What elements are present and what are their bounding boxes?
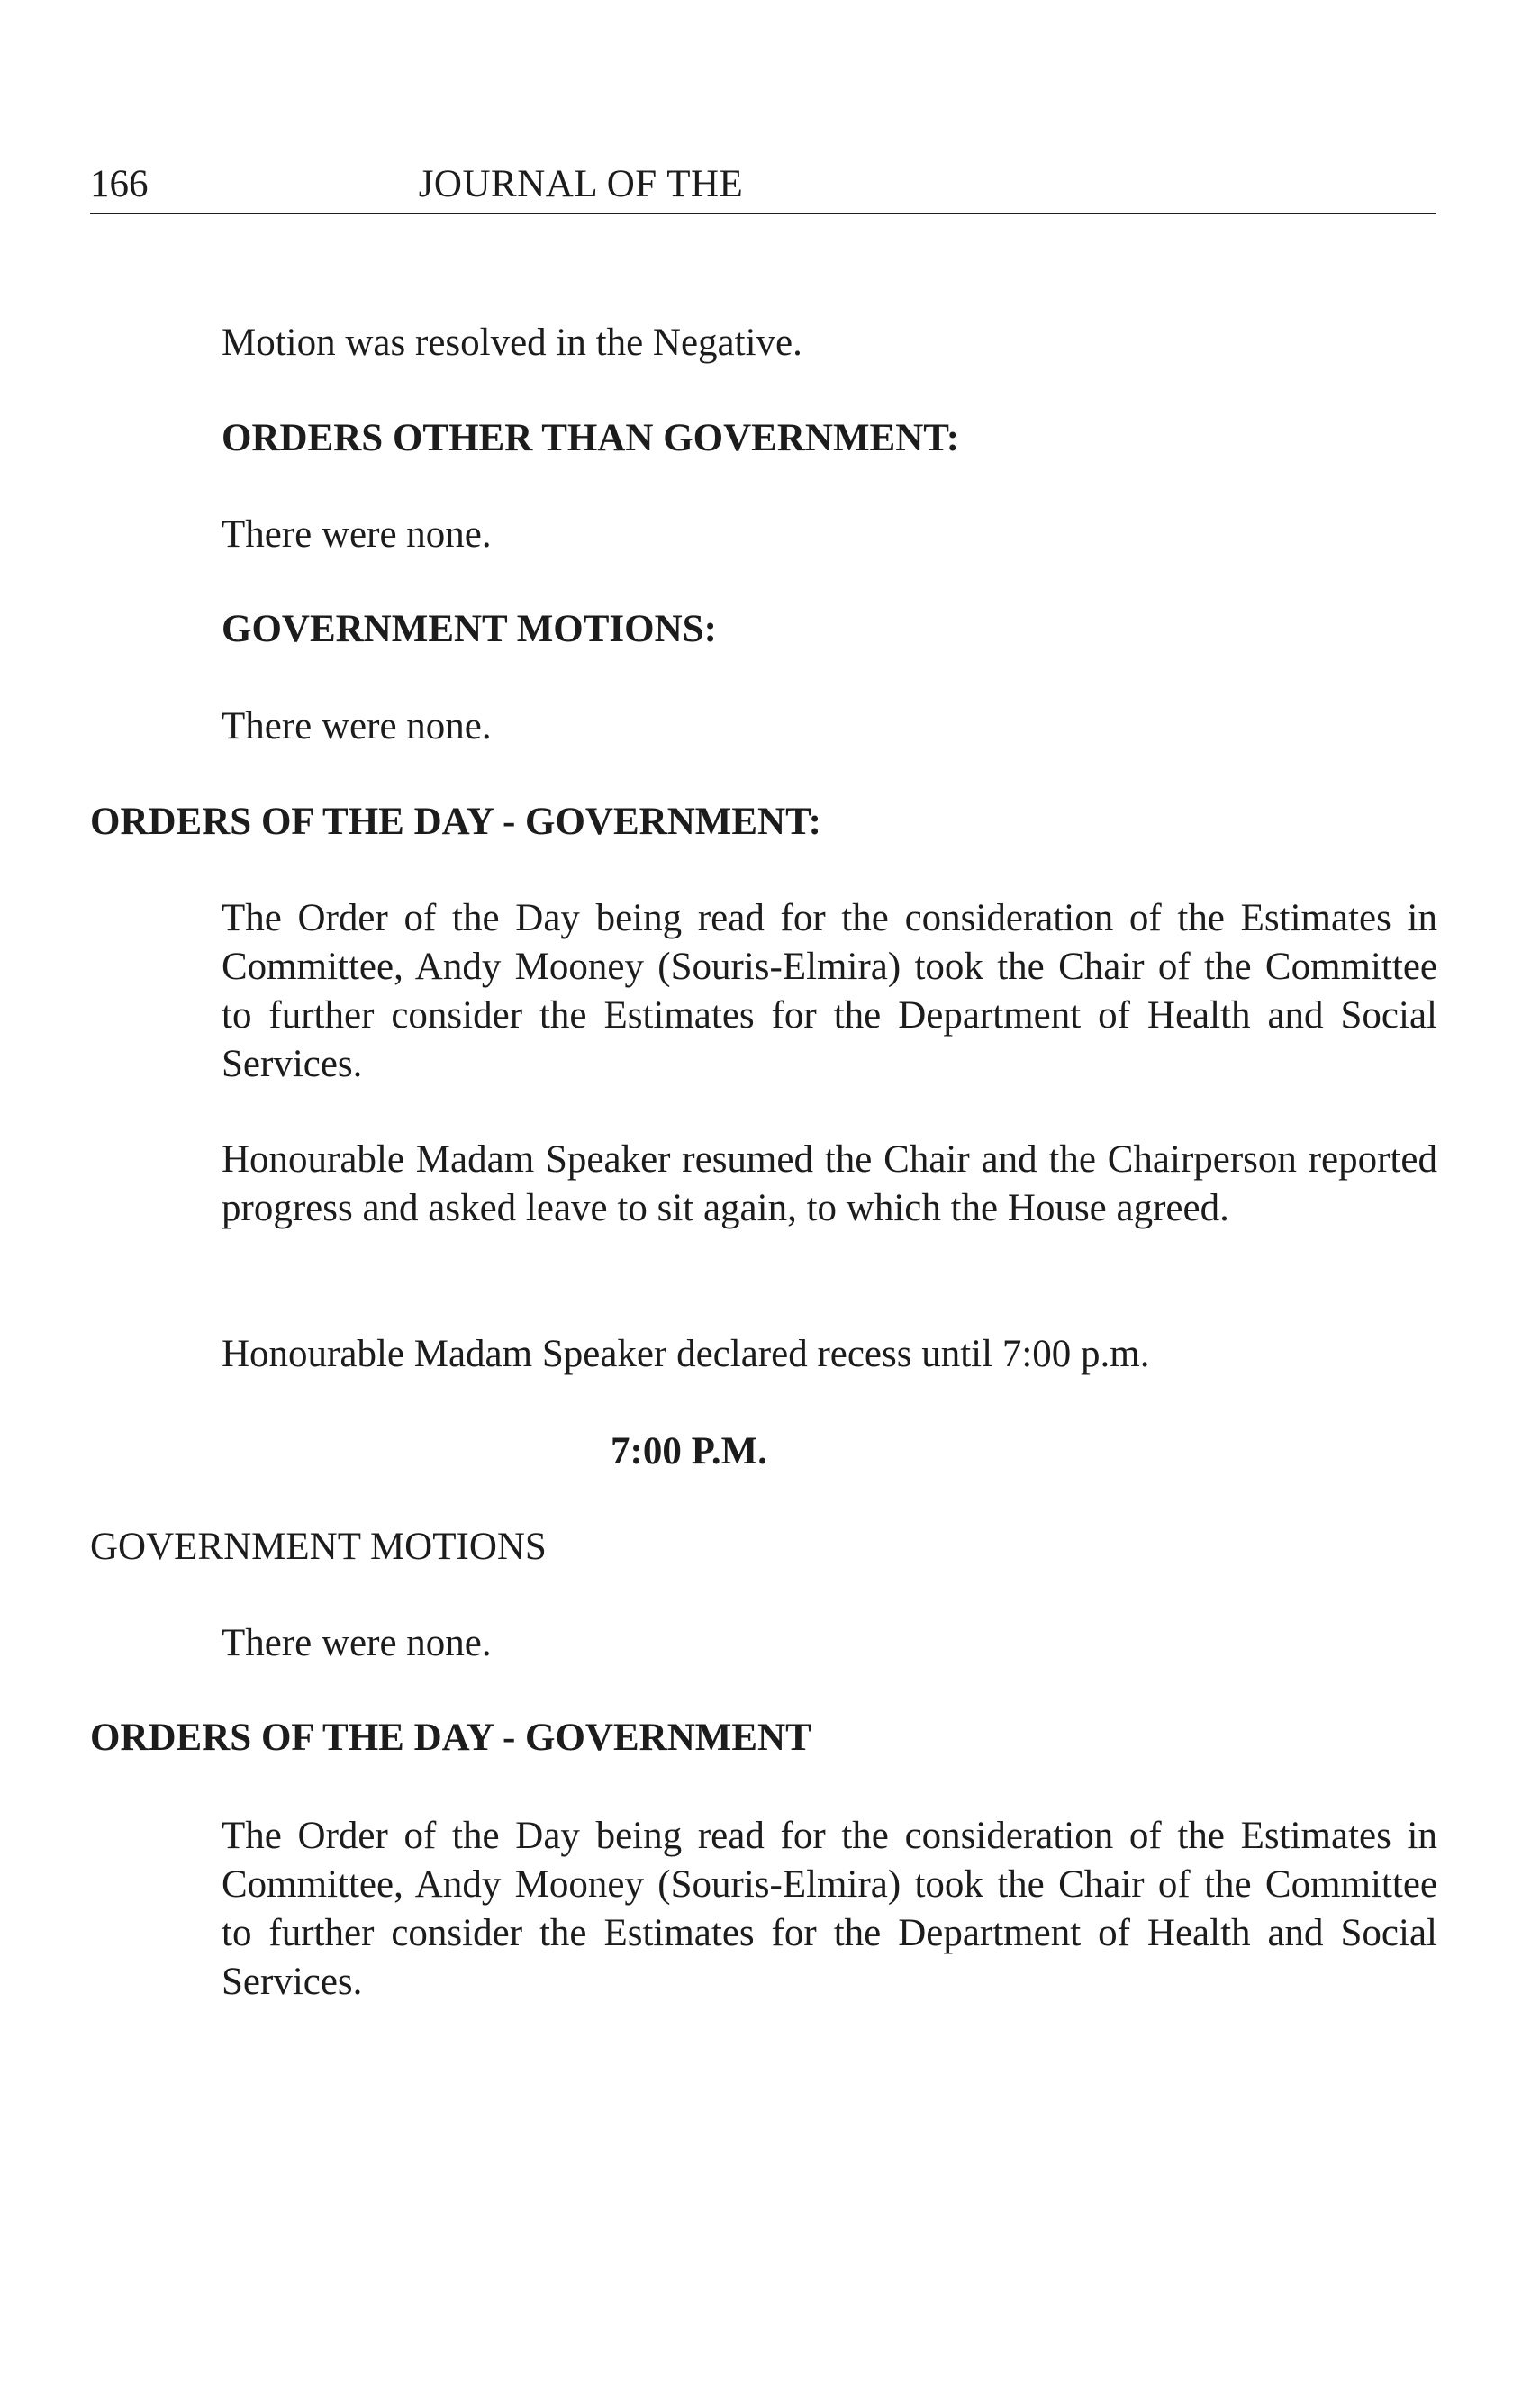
section-heading-orders-other: ORDERS OTHER THAN GOVERNMENT:: [222, 417, 960, 459]
page-header: [90, 162, 1436, 214]
section-heading-government-motions-evening: GOVERNMENT MOTIONS: [90, 1526, 547, 1568]
section-heading-orders-of-the-day: ORDERS OF THE DAY - GOVERNMENT:: [90, 801, 821, 843]
paragraph-recess: Honourable Madam Speaker declared recess until 7:00 p.m.: [222, 1333, 1150, 1375]
none-text-2: There were none.: [222, 705, 492, 748]
paragraph-estimates-1: The Order of the Day being read for the consideration of the Estimates in Committee, Andy Mooney (Souris-Elmira) took the Chair of the Committee to further consider the Estimates for the Department of Health and Social Services.: [222, 897, 1437, 1085]
section-heading-government-motions: GOVERNMENT MOTIONS:: [222, 608, 717, 650]
none-text-3: There were none.: [222, 1622, 492, 1664]
paragraph-speaker-resumed: Honourable Madam Speaker resumed the Chair and the Chairperson reported progress and asked leave to sit again, to which the House agreed.: [222, 1138, 1437, 1229]
time-heading: 7:00 P.M.: [611, 1430, 767, 1472]
page-number: 166: [90, 163, 149, 205]
running-head: JOURNAL OF THE: [418, 163, 744, 205]
section-heading-orders-of-the-day-evening: ORDERS OF THE DAY - GOVERNMENT: [90, 1717, 811, 1759]
paragraph-estimates-2: The Order of the Day being read for the consideration of the Estimates in Committee, Andy Mooney (Souris-Elmira) took the Chair of the Committee to further consider the Estimates for the Department of Health and Social Services.: [222, 1815, 1437, 2003]
motion-result-text: Motion was resolved in the Negative.: [222, 322, 802, 364]
none-text-1: There were none.: [222, 513, 492, 556]
